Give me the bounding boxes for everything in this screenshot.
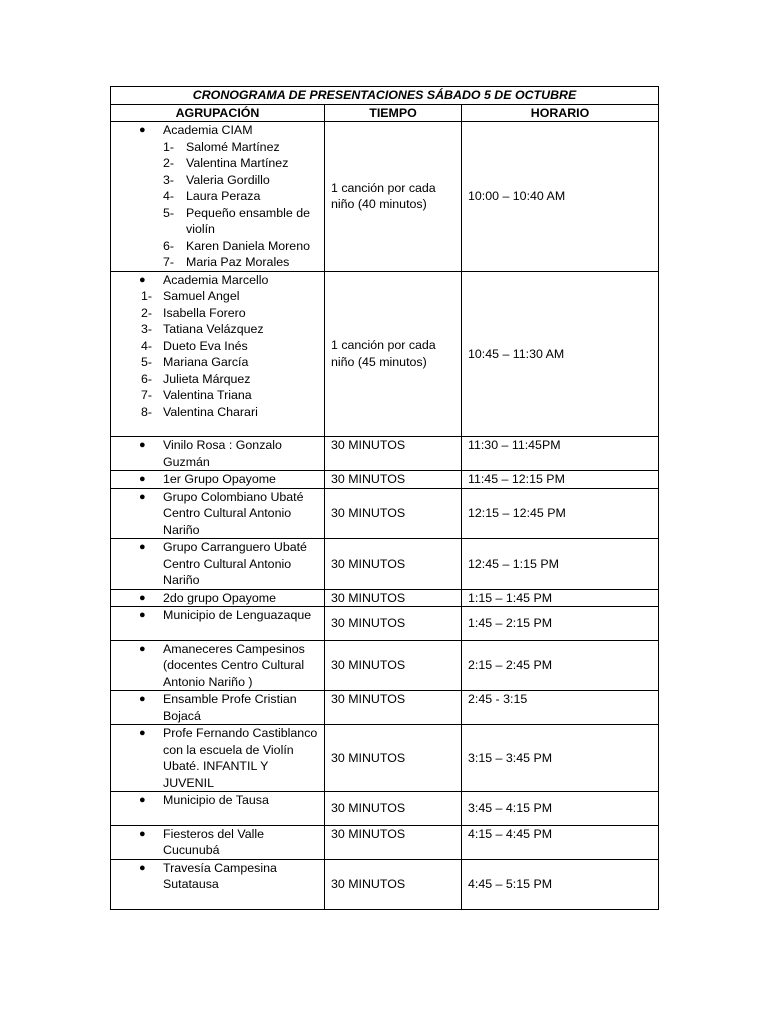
bullet-icon: ● (139, 794, 146, 806)
tiempo-cell: 1 canción por cada niño (45 minutos) (325, 271, 462, 437)
table-row (111, 488, 659, 539)
horario-cell: 12:15 – 12:45 PM (462, 488, 659, 539)
bullet-icon: ● (139, 827, 146, 840)
member-number: 2- (163, 156, 175, 170)
member-name: Karen Daniela Moreno (186, 238, 310, 253)
tiempo-cell: 30 MINUTOS (325, 691, 462, 725)
bullet-icon: ● (139, 124, 146, 136)
table-row (111, 691, 659, 725)
table-row (111, 271, 659, 437)
agrupacion-cell (111, 271, 325, 437)
header-horario: HORARIO (462, 104, 659, 122)
agrupacion-cell (111, 691, 325, 725)
horario-cell: 4:45 – 5:15 PM (462, 859, 659, 909)
horario-cell: 4:15 – 4:45 PM (462, 825, 659, 859)
schedule-rows (111, 122, 659, 910)
group-name: Academia Marcello (163, 272, 269, 287)
member-item (117, 387, 318, 404)
member-name: Pequeño ensamble de violín (186, 205, 311, 236)
schedule-document (110, 86, 658, 910)
table-row (111, 607, 659, 641)
group-name: Municipio de Tausa (163, 793, 269, 807)
bullet-icon: ● (139, 591, 146, 604)
tiempo-cell: 30 MINUTOS (325, 488, 462, 539)
group-name: Vinilo Rosa : Gonzalo Guzmán (163, 438, 282, 469)
horario-cell: 3:45 – 4:15 PM (462, 792, 659, 826)
member-item (117, 288, 318, 305)
tiempo-cell: 30 MINUTOS (325, 471, 462, 489)
member-name: Mariana García (163, 355, 249, 369)
tiempo-cell: 30 MINUTOS (325, 539, 462, 590)
agrupacion-cell (111, 792, 325, 826)
tiempo-cell: 1 canción por cada niño (40 minutos) (325, 122, 462, 272)
member-number: 6- (141, 371, 153, 386)
table-row (111, 725, 659, 792)
table-row (111, 589, 659, 607)
group-name: Amaneceres Campesinos (docentes Centro Cultural Antonio Nariño ) (163, 641, 305, 689)
member-item (117, 404, 318, 421)
bullet-icon: ● (139, 609, 146, 621)
group-name: Municipio de Lenguazaque (163, 608, 312, 622)
agrupacion-cell (111, 488, 325, 539)
member-name: Salomé Martínez (186, 139, 280, 154)
member-name: Valentina Charari (163, 404, 258, 419)
tiempo-cell: 30 MINUTOS (325, 792, 462, 826)
tiempo-cell: 30 MINUTOS (325, 859, 462, 909)
tiempo-cell: 30 MINUTOS (325, 437, 462, 471)
horario-cell: 3:15 – 3:45 PM (462, 725, 659, 792)
header-tiempo: TIEMPO (325, 104, 462, 122)
bullet-icon: ● (139, 693, 146, 705)
member-number: 5- (163, 205, 175, 220)
member-item (117, 254, 318, 271)
member-number: 7- (141, 388, 153, 402)
agrupacion-cell (111, 539, 325, 590)
member-number: 8- (141, 404, 153, 419)
member-item (117, 155, 318, 172)
member-name: Laura Peraza (186, 189, 261, 203)
agrupacion-cell (111, 589, 325, 607)
horario-cell: 10:45 – 11:30 AM (462, 271, 659, 437)
table-row (111, 122, 659, 272)
horario-cell: 2:45 - 3:15 (462, 691, 659, 725)
member-number: 2- (141, 305, 153, 320)
member-number: 5- (141, 355, 153, 369)
member-name: Valentina Martínez (186, 156, 289, 170)
table-row (111, 825, 659, 859)
bullet-icon: ● (139, 273, 146, 286)
tiempo-cell: 30 MINUTOS (325, 825, 462, 859)
agrupacion-cell (111, 471, 325, 489)
member-name: Julieta Márquez (163, 371, 251, 386)
table-row (111, 437, 659, 471)
group-name: 1er Grupo Opayome (163, 472, 276, 486)
tiempo-cell: 30 MINUTOS (325, 607, 462, 641)
member-number: 7- (163, 255, 175, 269)
member-number: 3- (141, 322, 153, 336)
member-name: Valentina Triana (163, 388, 252, 402)
table-title: CRONOGRAMA DE PRESENTACIONES SÁBADO 5 DE OCTUBRE (111, 87, 659, 105)
bullet-icon: ● (139, 473, 146, 485)
member-item (117, 321, 318, 338)
member-name: Isabella Forero (163, 305, 246, 320)
member-number: 1- (163, 139, 175, 154)
group-name: Grupo Colombiano Ubaté Centro Cultural Antonio Nariño (163, 489, 304, 537)
member-name: Tatiana Velázquez (163, 322, 264, 336)
member-item (117, 205, 318, 238)
member-number: 1- (141, 289, 153, 303)
agrupacion-cell (111, 607, 325, 641)
member-item (117, 238, 318, 255)
group-name: Ensamble Profe Cristian Bojacá (163, 692, 297, 723)
bullet-icon: ● (139, 439, 146, 451)
tiempo-cell: 30 MINUTOS (325, 589, 462, 607)
agrupacion-cell (111, 859, 325, 909)
agrupacion-cell (111, 725, 325, 792)
group-name: Fiesteros del Valle Cucunubá (163, 826, 265, 857)
member-name: Dueto Eva Inés (163, 338, 248, 353)
schedule-table (110, 86, 659, 910)
agrupacion-cell (111, 437, 325, 471)
group-name: Profe Fernando Castiblanco con la escuela de Violín Ubaté. INFANTIL Y JUVENIL (163, 726, 318, 790)
horario-cell: 1:45 – 2:15 PM (462, 607, 659, 641)
member-number: 4- (141, 338, 153, 353)
member-number: 3- (163, 172, 175, 187)
horario-cell: 11:30 – 11:45PM (462, 437, 659, 471)
group-name: Grupo Carranguero Ubaté Centro Cultural Antonio Nariño (163, 540, 307, 587)
horario-cell: 12:45 – 1:15 PM (462, 539, 659, 590)
horario-cell: 10:00 – 10:40 AM (462, 122, 659, 272)
horario-cell: 1:15 – 1:45 PM (462, 589, 659, 607)
group-name: 2do grupo Opayome (163, 590, 276, 605)
agrupacion-cell (111, 825, 325, 859)
member-name: Samuel Angel (163, 289, 240, 303)
member-name: Valeria Gordillo (186, 172, 270, 187)
bullet-icon: ● (139, 541, 146, 553)
bullet-icon: ● (139, 642, 146, 655)
table-row (111, 859, 659, 909)
horario-cell: 2:15 – 2:45 PM (462, 640, 659, 691)
table-row (111, 792, 659, 826)
member-name: Maria Paz Morales (186, 255, 290, 269)
horario-cell: 11:45 – 12:15 PM (462, 471, 659, 489)
member-item (117, 188, 318, 205)
tiempo-cell: 30 MINUTOS (325, 640, 462, 691)
table-row (111, 640, 659, 691)
member-item (117, 305, 318, 322)
group-name: Travesía Campesina Sutatausa (163, 860, 277, 891)
table-row (111, 471, 659, 489)
member-number: 6- (163, 238, 175, 253)
agrupacion-cell (111, 122, 325, 272)
member-number: 4- (163, 189, 175, 203)
header-agrupacion: AGRUPACIÓN (111, 104, 325, 122)
agrupacion-cell (111, 640, 325, 691)
tiempo-cell: 30 MINUTOS (325, 725, 462, 792)
member-item (117, 354, 318, 371)
member-item (117, 172, 318, 189)
bullet-icon: ● (139, 861, 146, 874)
member-item (117, 139, 318, 156)
table-row (111, 539, 659, 590)
member-item (117, 338, 318, 355)
bullet-icon: ● (139, 490, 146, 503)
member-item (117, 371, 318, 388)
group-name: Academia CIAM (163, 123, 253, 137)
bullet-icon: ● (139, 727, 146, 739)
